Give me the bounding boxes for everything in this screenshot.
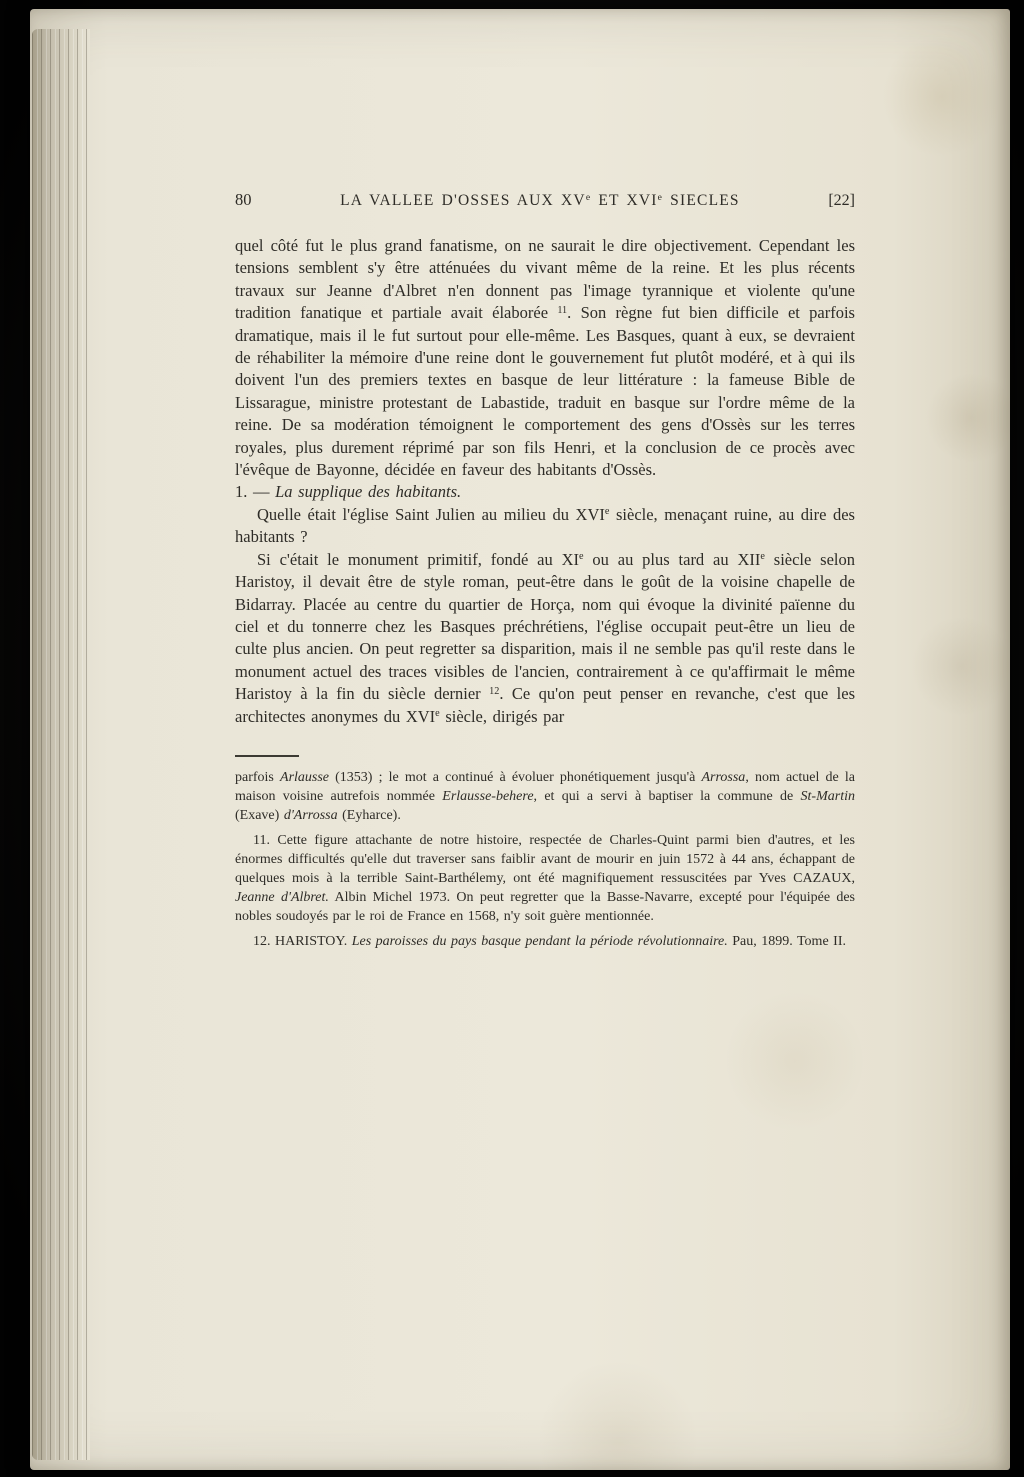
paragraph-monument: Si c'était le monument primitif, fondé au XIe ou au plus tard au XIIe siècle selon Haristoy, il devait être de style roman, peut-être dans le goût de la voisine chapelle de Bidarray. Placée au centre du quartier de Horça, nom qui évoque la divinité païenne du ciel et du tonnerre chez les Basques préchrétiens, l'église occupait peut-être un lieu de culte plus ancien. On peut regretter sa disparition, mais il ne semble pas qu'il reste dans le monument actuel des traces visibles de l'ancien, contrairement à ce qu'affirmait le même Haristoy à la fin du siècle dernier $^{12}$. Ce qu'on peut penser en revanche, c'est que les architectes anonymes du XVIe siècle, dirigés par — [235, 549, 856, 726]
running-title: LA VALLEE D'OSSES AUX XVe ET XVIe SIECLES — [340, 191, 740, 209]
footnote-separator — [235, 755, 299, 757]
section-heading: 1. — La supplique des habitants. — [235, 482, 462, 502]
footnote-12: 12. HARISTOY. Les paroisses du pays basque pendant la période révolutionnaire. Pau, 1899. Tome II. — [253, 934, 846, 950]
footnote-continuation: parfois Arlausse (1353) ; le mot a continué à évoluer phonétiquement jusqu'à Arrossa, nom actuel de la maison voisine autrefois nommée Erlausse-behere, et qui a servi à baptiser la commune de St-Martin (Exave) d'Arrossa (Eyharce). — [235, 769, 855, 823]
book-page — [30, 9, 1010, 1470]
paragraph-continuation: quel côté fut le plus grand fanatisme, on ne saurait le dire objectivement. Cependant les tensions semblent s'y être atténuées du vivant même de la reine. Et les plus récents travaux sur Jeanne d'Albret n'en donnent pas l'image tyrannique et violente qu'une tradition fanatique et partiale avait élaborée $^{11}$. Son règne fut bien difficile et parfois dramatique, mais il le fut surtout pour elle-même. Les Basques, quant à eux, se devraient de réhabiliter la mémoire d'une reine dont le gouvernement fut plutôt modéré, et à qui ils doivent l'un des premiers textes en basque de leur littérature : la fameuse Bible de Lissarague, ministre protestant de Labastide, traduit en basque sur l'ordre même de la reine. De sa modération témoignent le comportement des gens d'Ossès sur les terres royales, plus durement réprimé par son fils Henri, et la conclusion de ce procès avec l'évêque de Bayonne, décidée en faveur des habitants d'Ossès. — [235, 236, 855, 480]
page-number: 80 — [235, 190, 252, 209]
paragraph-question: Quelle était l'église Saint Julien au milieu du XVIe siècle, menaçant ruine, au dire des habitants ? — [235, 504, 855, 547]
footnote-11: 11. Cette figure attachante de notre histoire, respectée de Charles-Quint parmi bien d'autres, et les énormes difficultés qu'elle dut traverser sans faiblir avant de mourir en juin 1572 à 44 ans, échappant de quelques mois à la terrible Saint-Barthélemy, ont été magnifiquement ressuscitées par Yves CAZAUX, Jeanne d'Albret. Albin Michel 1973. On peut regretter que la Basse-Navarre, excepté pour l'équipée des nobles soudoyés par le roi de France en 1568, n'y soit guère mentionnée. — [235, 833, 856, 924]
issue-number: [22] — [828, 192, 855, 209]
footnote-block — [235, 755, 855, 952]
page-content — [235, 190, 855, 952]
page-edge-stack — [32, 29, 90, 1460]
page-header — [235, 190, 855, 210]
